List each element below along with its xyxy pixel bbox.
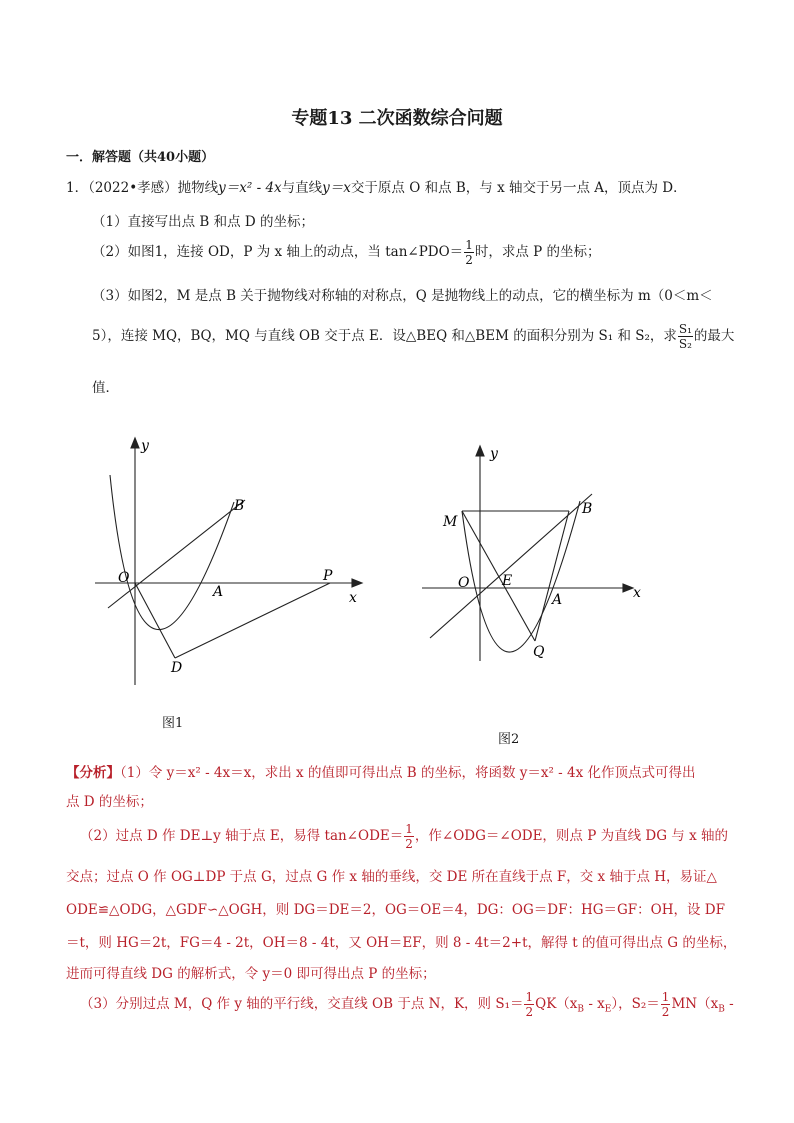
- fig2-label-B: B: [582, 501, 593, 517]
- problem-stem: 交于原点 O 和点 B，与 x 轴交于另一点 A，顶点为 D．: [350, 180, 687, 196]
- fig2-label-A: A: [552, 592, 563, 608]
- analysis-line-3: [80, 822, 728, 851]
- equation-parabola: y＝x² - 4x: [218, 180, 282, 196]
- problem-stem: 抛物线: [177, 180, 219, 196]
- fig2-y-arrow: [476, 446, 484, 456]
- fig2-segment-BQ: [535, 511, 569, 641]
- subscript: B: [577, 1004, 585, 1015]
- fraction-numerator: 1: [525, 990, 534, 1004]
- analysis-line-6: ＝t，则 HG＝2t，FG＝4 - 2t，OH＝8 - 4t，又 OH＝EF，则 8 - 4t＝2+t，解得 t 的值可得出点 G 的坐标，: [66, 935, 737, 951]
- analysis-line-5: ODE≌△ODG，△GDF∽△OGH，则 DG＝DE＝2，OG＝OE＝4，DG：OG＝DF：HG＝GF：OH，设 DF: [66, 902, 726, 918]
- figure-2-diagram: [410, 436, 650, 666]
- fig1-label-B: B: [234, 498, 245, 514]
- fig1-label-A: A: [213, 584, 224, 600]
- section-heading: 一．解答题（共40小题）: [66, 150, 215, 165]
- question-3-text: 的最大: [693, 328, 735, 344]
- problem-stem: 与直线: [281, 180, 323, 196]
- fig1-parabola: [110, 475, 234, 630]
- fig2-label-y: y: [490, 446, 498, 462]
- subscript: B: [718, 1004, 725, 1015]
- page-title: 专题13 二次函数综合问题: [291, 108, 503, 129]
- fraction: [678, 322, 693, 351]
- analysis-tag: 【分析】: [66, 765, 120, 781]
- fraction: [404, 822, 414, 851]
- question-3-line-1: （3）如图2，M 是点 B 关于抛物线对称轴的对称点，Q 是抛物线上的动点，它的横坐标为 m（0＜m＜: [92, 288, 713, 304]
- fig1-y-arrow: [131, 438, 139, 448]
- fraction-denominator: 2: [465, 253, 473, 267]
- fig1-x-arrow: [352, 579, 362, 587]
- fig1-label-y: y: [141, 438, 149, 454]
- question-1: （1）直接写出点 B 和点 D 的坐标；: [92, 214, 314, 230]
- equation-line: y＝x: [322, 180, 351, 196]
- fig1-segment-DP: [175, 583, 330, 658]
- fraction-numerator: 1: [661, 990, 670, 1004]
- analysis-text: MN（x: [671, 996, 719, 1012]
- fig1-label-O: O: [118, 570, 130, 586]
- subscript: E: [604, 1004, 612, 1015]
- fraction-numerator: 1: [405, 822, 413, 836]
- question-2-text: （2）如图1，连接 OD，P 为 x 轴上的动点，当 tan∠PDO＝: [92, 244, 464, 260]
- figure-2-caption: 图2: [498, 732, 520, 747]
- fraction-numerator: 1: [465, 238, 473, 252]
- fig2-label-M: M: [443, 514, 458, 530]
- figure-1-caption: 图1: [162, 716, 184, 731]
- fig1-segment-OD: [135, 583, 175, 658]
- fig1-line-OB: [108, 500, 245, 608]
- fraction: [524, 990, 534, 1019]
- problem-line-1: [66, 176, 687, 196]
- analysis-line-7: 进而可得直线 DG 的解析式，令 y＝0 即可得出点 P 的坐标；: [66, 966, 436, 982]
- fig2-label-O: O: [458, 575, 470, 591]
- fraction: [661, 990, 671, 1019]
- analysis-line-4: 交点；过点 O 作 OG⊥DP 于点 G，过点 G 作 x 轴的垂线，交 DE 所在直线于点 F，交 x 轴于点 H，易证△: [66, 869, 717, 885]
- fraction: [464, 238, 474, 267]
- fig2-label-x: x: [633, 585, 641, 601]
- analysis-text: ，作∠ODG＝∠ODE，则点 P 为直线 DG 与 x 轴的: [414, 828, 728, 844]
- figure-1-diagram: [80, 430, 380, 700]
- analysis-text: （3）分别过点 M，Q 作 y 轴的平行线，交直线 OB 于点 N，K，则 S₁＝: [80, 996, 524, 1012]
- fraction-denominator: S₂: [678, 337, 692, 351]
- fraction-denominator: 2: [405, 837, 413, 851]
- fraction-denominator: 2: [525, 1005, 534, 1019]
- analysis-line-8: [80, 990, 734, 1019]
- question-2: [92, 238, 601, 267]
- fig2-label-E: E: [502, 573, 513, 589]
- analysis-text: （1）令 y＝x² - 4x＝x，求出 x 的值即可得出点 B 的坐标，将函数 y＝x² - 4x 化作顶点式可得出: [120, 765, 696, 781]
- fig1-label-P: P: [323, 568, 333, 584]
- analysis-text: -: [724, 996, 734, 1012]
- fig2-x-arrow: [623, 584, 633, 592]
- analysis-text: - x: [584, 996, 605, 1012]
- fig1-label-D: D: [171, 660, 183, 676]
- problem-source: （2022•孝感）: [88, 180, 178, 196]
- question-3-line-3: 值．: [92, 380, 119, 396]
- problem-number: 1．: [66, 180, 89, 196]
- question-3-line-2: [92, 322, 734, 351]
- question-3-text: 5），连接 MQ，BQ，MQ 与直线 OB 交于点 E．设△BEQ 和△BEM 的面积分别为 S₁ 和 S₂，求: [92, 328, 677, 344]
- analysis-text: （2）过点 D 作 DE⊥y 轴于点 E，易得 tan∠ODE＝: [80, 828, 404, 844]
- fraction-numerator: S₁: [678, 322, 692, 336]
- question-2-text: 时，求点 P 的坐标；: [474, 244, 601, 260]
- fig2-label-Q: Q: [533, 644, 545, 660]
- analysis-text: ），S₂＝: [611, 996, 660, 1012]
- fig1-label-x: x: [349, 590, 357, 606]
- analysis-line-2: 点 D 的坐标；: [66, 794, 153, 810]
- analysis-line-1: [66, 761, 696, 781]
- analysis-text: QK（x: [535, 996, 578, 1012]
- fraction-denominator: 2: [661, 1005, 670, 1019]
